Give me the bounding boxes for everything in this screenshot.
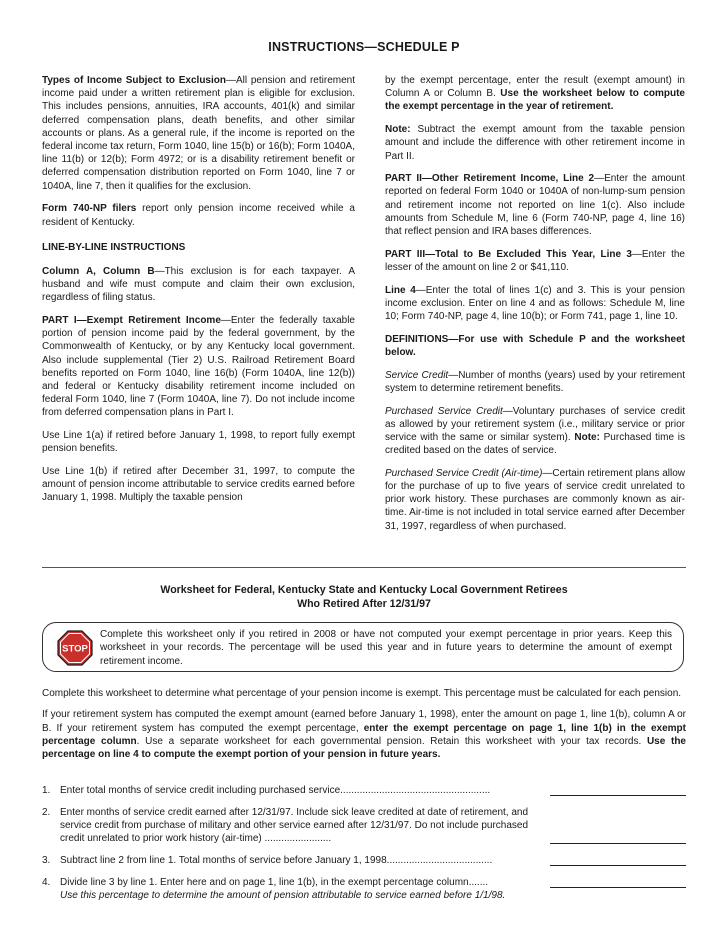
- types-of-income-paragraph: Types of Income Subject to Exclusion—All pension and retirement income paid under a written retirement plan is eligible for exclusion. This includes pensions, annuities, IRA accounts, 401(k) and similar deferred compensation plans, death benefits, and other similar accounts or plans. As a general rule, if the income is reported on the federal income tax return, Form 1040, line 15(b) or 16(b); Form 1040A, line 11(b) or 12(b); Form 4972; or is a disability retirement benefit or deferred compensation distribution reported on Form 1040, line 7 or 1040A, line 7, then it qualifies for the exclusion.: [42, 75, 355, 192]
- part-i-paragraph: PART I—Exempt Retirement Income—Enter the federally taxable portion of pension income paid by the federal government, by the Commonwealth of Kentucky, or by any Kentucky local government. Also include supplemental (Tier 2) U.S. Railroad Retirement Board benefits reported on Form 1040, line 16(b) (Form 1040A, line 12(b)) and federal or Kentucky disability retirement income included on federal Form 1040, line 7 (Form 1040A, line 7). Do not include income from deferred compensation plans in Part I.: [42, 315, 355, 419]
- section-divider: [42, 567, 686, 568]
- stop-notice-box: [42, 622, 684, 672]
- line-4-entry-field[interactable]: [550, 887, 686, 888]
- line-3-entry-field[interactable]: [550, 865, 686, 866]
- stop-notice-text: Complete this worksheet only if you retired in 2008 or have not computed your exempt percentage in prior years. Keep this worksheet in your records. The percentage will be used this year and in future years to determine the amount of exempt retirement income.: [100, 629, 672, 667]
- part-iii-paragraph: PART III—Total to Be Excluded This Year, Line 3—Enter the lesser of the amount on line 2 or $41,110.: [385, 248, 685, 273]
- form-740np-heading: Form 740-NP filers: [42, 203, 137, 215]
- part-ii-paragraph: PART II—Other Retirement Income, Line 2—Enter the amount reported on federal Form 1040 or 1040A of non-lump-sum pension and retirement income not reported on line 1(c). Also include amounts from Schedule M, line 6 (Form 740-NP, page 4, line 16) that reflect pension and IRA bases differences.: [385, 173, 685, 238]
- line-1b-paragraph: Use Line 1(b) if retired after December 31, 1997, to compute the amount of pension income attributable to service credits earned before January 1, 1998. Multiply the taxable pension: [42, 466, 355, 504]
- note-paragraph: Note: Subtract the exempt amount from the taxable pension amount and include the difference with other retirement income in Part II.: [385, 124, 685, 162]
- stop-sign-label: STOP: [62, 643, 88, 655]
- definitions-heading: DEFINITIONS—For use with Schedule P and the worksheet below.: [385, 333, 685, 358]
- air-time-definition: Purchased Service Credit (Air-time)—Certain retirement plans allow for the purchase of up to five years of service credit unrelated to prior work history. These purchases are commonly known as air-time. Air-time is not included in total service earned after December 31, 1997, regardless of when purchased.: [385, 467, 685, 532]
- line-4-note: Use this percentage to determine the amount of pension attributable to service earned before 1/1/98.: [60, 890, 506, 902]
- left-column: [42, 74, 355, 514]
- form-740np-paragraph: Form 740-NP filers report only pension income received while a resident of Kentucky.: [42, 203, 355, 228]
- continuation-paragraph: by the exempt percentage, enter the result (exempt amount) in Column A or Column B. Use the worksheet below to compute the exempt percentage in the year of retirement.: [385, 75, 685, 113]
- stop-sign-icon: [57, 630, 93, 666]
- worksheet-retirement-system-paragraph: If your retirement system has computed the exempt amount (earned before January 1, 1998), enter the amount on page 1, line 1(b), column A or B. If your retirement system has computed the exempt percentage, enter the exempt percentage on page 1, line 1(b) in the exempt percentage column. Use a separate worksheet for each governmental pension. Retain this worksheet with your tax records. Use the percentage on line 4 to compute the exempt portion of your pension in future years.: [42, 709, 686, 761]
- right-column: [385, 74, 685, 542]
- purchased-service-credit-definition: Purchased Service Credit—Voluntary purchases of service credit as allowed by your retirement system (i.e., military service or prior service with the same or similar system). Note: Purchased time is credited based on the dates of service.: [385, 405, 685, 457]
- page-title: INSTRUCTIONS—SCHEDULE P: [268, 40, 460, 54]
- worksheet-intro: Complete this worksheet to determine what percentage of your pension income is exempt. This percentage must be calculated for each pension.: [42, 688, 682, 699]
- line-1a-paragraph: Use Line 1(a) if retired before January 1, 1998, to report fully exempt pension benefits.: [42, 430, 355, 455]
- types-heading: Types of Income Subject to Exclusion: [42, 75, 226, 86]
- service-credit-definition: Service Credit—Number of months (years) used by your retirement system to determine retirement benefits.: [385, 369, 685, 394]
- worksheet-title: Worksheet for Federal, Kentucky State and Kentucky Local Government Retirees Who Retired After 12/31/97: [160, 584, 568, 610]
- worksheet-lines: [42, 784, 686, 911]
- column-ab-paragraph: Column A, Column B—This exclusion is for each taxpayer. A husband and wife must compute and claim their own exclusion, regardless of filing status.: [42, 265, 356, 304]
- worksheet-line-3: 3. Subtract line 2 from line 1. Total months of service before January 1, 1998......................................: [42, 854, 686, 867]
- line-2-entry-field[interactable]: [550, 843, 686, 844]
- line-4-paragraph: Line 4—Enter the total of lines 1(c) and 3. This is your pension income exclusion. Enter on line 4 and as follows: Schedule M, line 10; Form 740-NP, page 4, line 10(b); or Form 741, page 1, line 10.: [385, 284, 685, 323]
- worksheet-instructions: [42, 687, 686, 769]
- worksheet-line-2: 2. Enter months of service credit earned after 12/31/97. Include sick leave credited at date of retirement, and service credit from purchase of military and other service earned after 12/31/97. Do not include purchased credit unrelated to prior work history (air-time) ........................: [42, 806, 686, 846]
- worksheet-line-1: 1. Enter total months of service credit including purchased service......................................................: [42, 784, 686, 797]
- worksheet-line-4: 4. Divide line 3 by line 1. Enter here and on page 1, line 1(b), in the exempt percentage column....... Use this percentage to determine the amount of pension attributable to service earned before 1/1/98.: [42, 876, 686, 903]
- line-by-line-heading: LINE-BY-LINE INSTRUCTIONS: [42, 241, 186, 253]
- line-1-entry-field[interactable]: [550, 795, 686, 796]
